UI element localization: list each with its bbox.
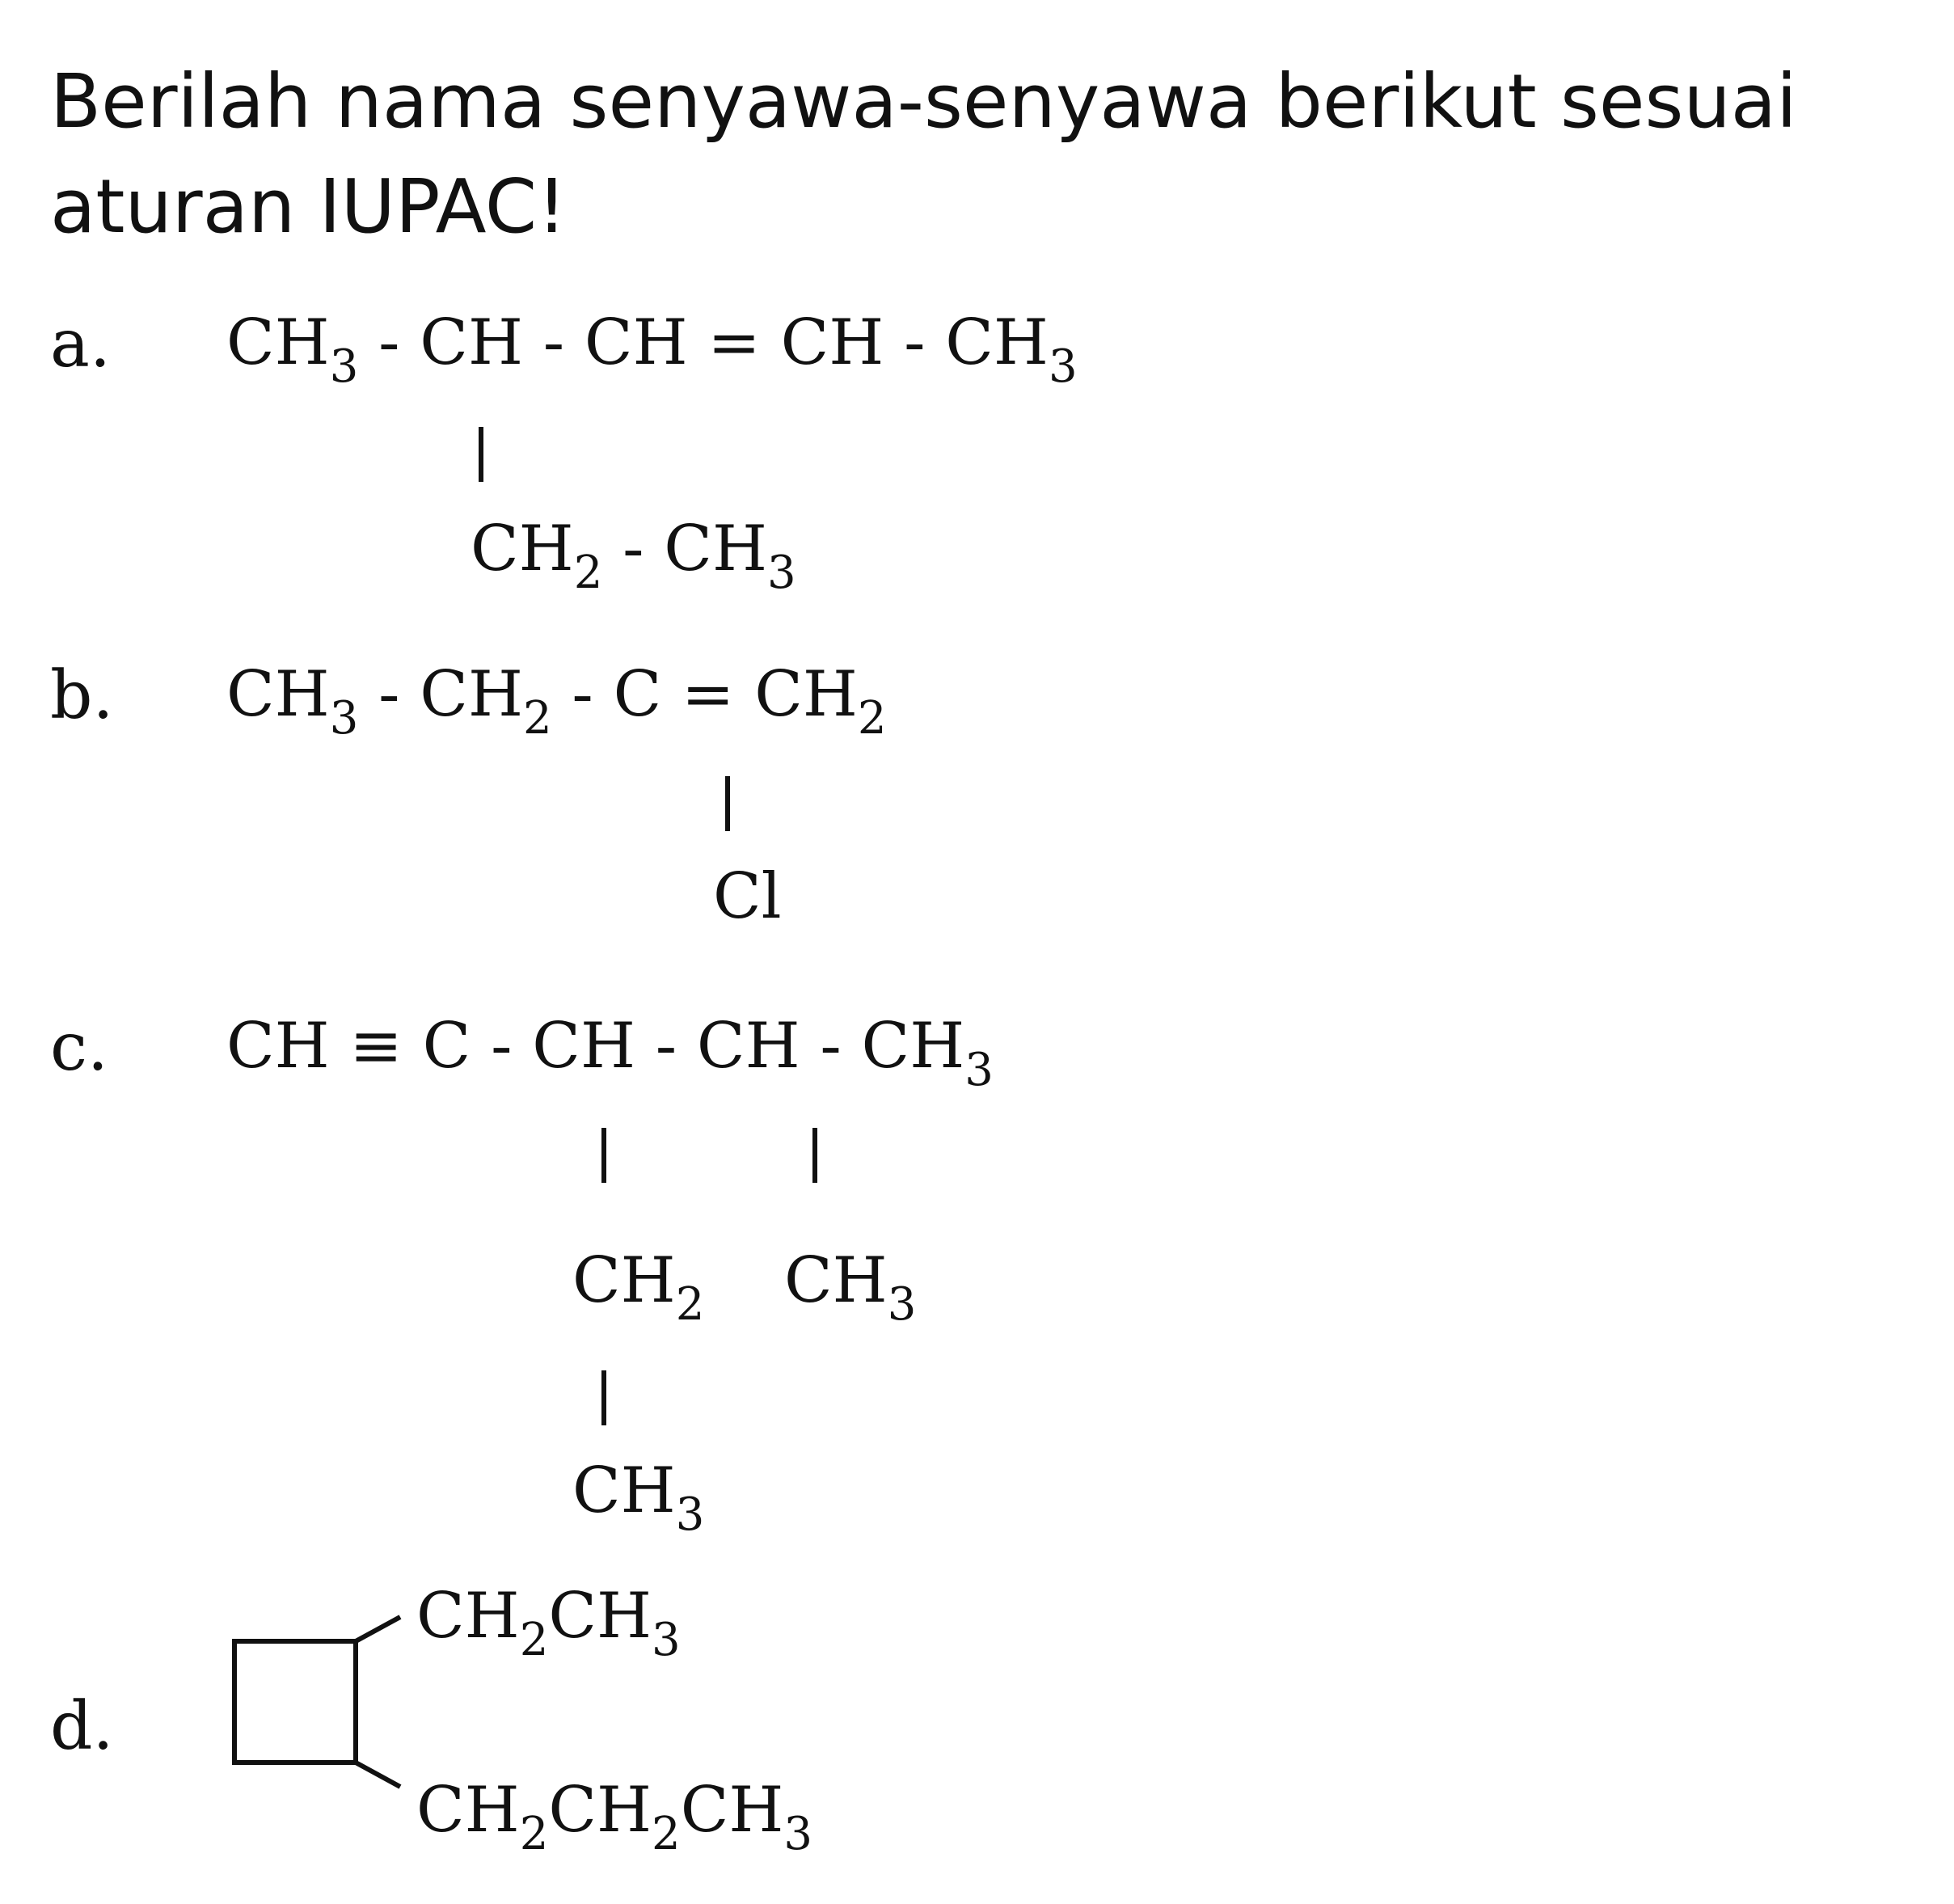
item-c-branch2-bond (812, 1128, 817, 1183)
cyclobutane-ring (226, 1609, 420, 1803)
item-c-branch1-ch2: $CH_2$ (572, 1244, 705, 1331)
item-a-label: a. (50, 306, 111, 382)
item-c-branch1-bond-top (601, 1128, 606, 1183)
item-a-ethyl-branch: $CH_2 - CH_3$ (471, 513, 796, 599)
item-d-label: d. (50, 1688, 114, 1765)
item-b-main-chain: $CH_3 - CH_2 - C = CH_2$ (226, 658, 887, 745)
item-b-chloro-branch: Cl (713, 860, 782, 933)
item-a-main-chain: $CH_3$ - CH - CH = CH - $CH_3$ (226, 306, 1078, 393)
item-d-ethyl-substituent: $CH_2CH_3$ (416, 1580, 681, 1666)
item-c-main-chain: CH ≡ C - CH - CH - $CH_3$ (226, 1010, 994, 1096)
item-c-branch2-ch3: $CH_3$ (784, 1244, 917, 1331)
question-line-2: aturan IUPAC! (50, 163, 568, 250)
item-c-branch1-ch3: $CH_3$ (572, 1454, 705, 1541)
item-c-branch1-bond-bottom (601, 1370, 606, 1425)
item-c-label: c. (50, 1009, 108, 1086)
item-b-branch-bond (725, 776, 730, 831)
item-d-propyl-substituent: $CH_2CH_2CH_3$ (416, 1774, 813, 1860)
item-b-label: b. (50, 657, 114, 734)
item-a-branch-bond (479, 427, 483, 482)
question-line-1: Berilah nama senyawa-senyawa berikut sesuai (50, 58, 1797, 145)
